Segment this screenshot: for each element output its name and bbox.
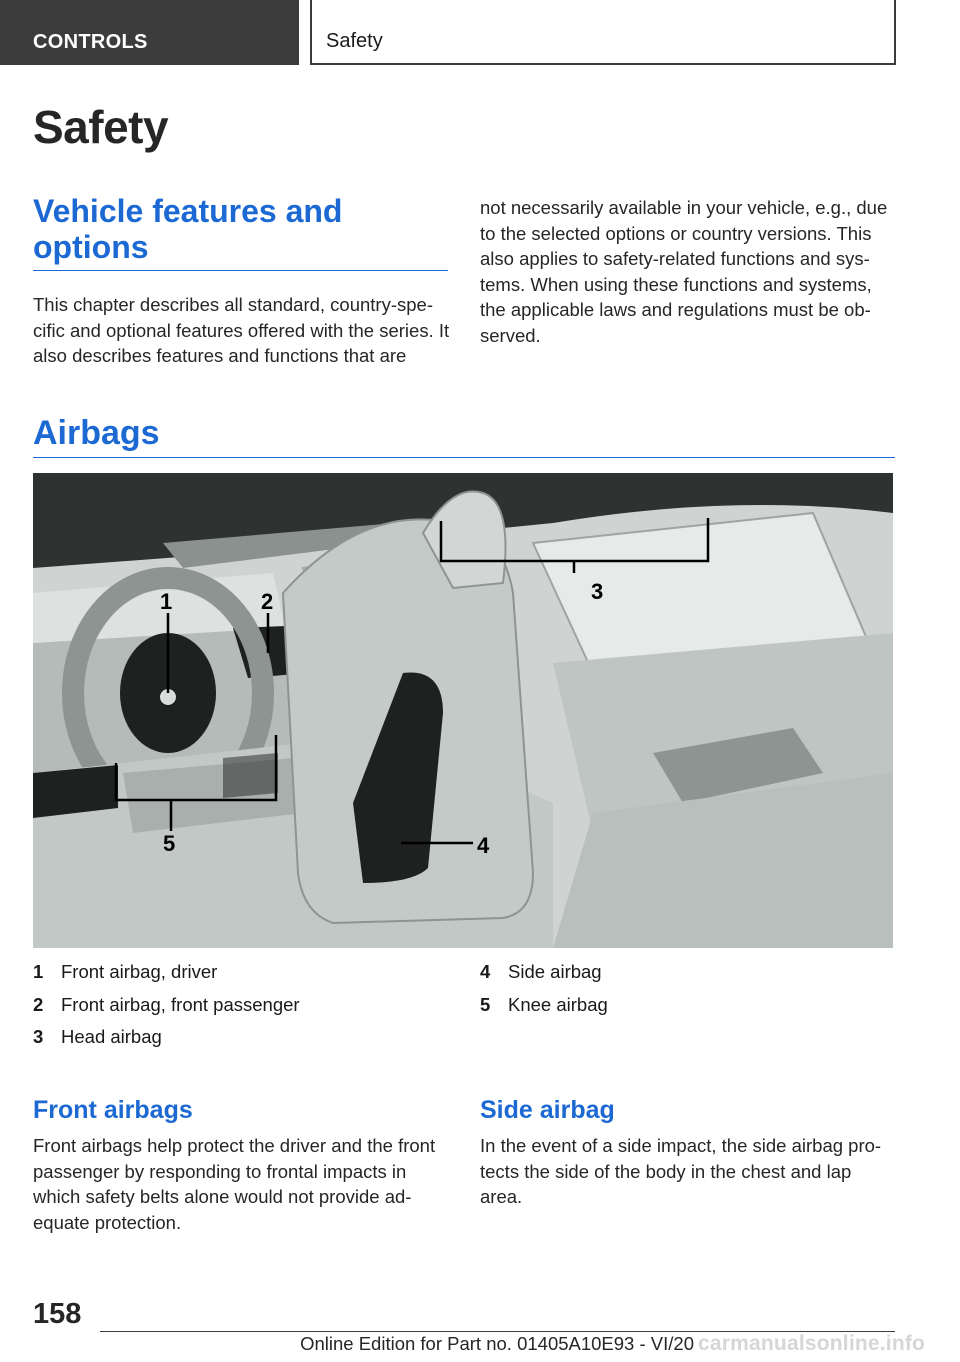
legend-item <box>33 1021 453 1054</box>
legend-item <box>33 956 453 989</box>
watermark: carmanualsonline.info <box>698 1332 926 1355</box>
front-airbags-heading: Front airbags <box>33 1096 193 1124</box>
vehicle-features-text-right: not necessarily available in your vehicle, e.g., due to the selected options or country versions. This also applies to safety-related functions and systems. When using these functions and systems, the applicable laws and regulations must be observed. <box>480 197 888 346</box>
legend-number: 1 <box>33 961 44 982</box>
legend-label: Head airbag <box>61 1026 162 1047</box>
callout-5: 5 <box>163 831 176 856</box>
airbag-legend-left <box>33 956 453 1054</box>
legend-number: 4 <box>480 961 491 982</box>
legend-number: 2 <box>33 993 44 1015</box>
callout-4: 4 <box>477 833 490 858</box>
legend-item <box>480 956 900 989</box>
header-topic-tab: Safety <box>310 0 896 65</box>
legend-number: 5 <box>480 993 491 1015</box>
legend-label: Front airbag, front passenger <box>61 993 300 1015</box>
legend-label: Front airbag, driver <box>61 961 218 982</box>
header-section-tab: CONTROLS <box>0 0 299 65</box>
airbag-locations-figure <box>33 473 893 948</box>
legend-item <box>480 989 900 1022</box>
airbags-heading: Airbags <box>33 414 160 452</box>
page-title: Safety <box>33 101 169 153</box>
callout-3: 3 <box>591 579 604 604</box>
side-airbag-text: In the event of a side impact, the side airbag protects the side of the body in the chest and lap area. <box>480 1135 882 1207</box>
callout-1: 1 <box>160 589 173 614</box>
edition-note: Online Edition for Part no. 01405A10E93 - VI/20 <box>300 1333 694 1354</box>
airbags-divider <box>33 457 895 458</box>
callout-2: 2 <box>261 589 274 614</box>
legend-number: 3 <box>33 1026 44 1047</box>
vehicle-features-text-left: This chapter describes all standard, country-specific and optional features offered with the series. It also describes features and functions that are <box>33 294 450 366</box>
legend-label: Side airbag <box>508 961 602 982</box>
vehicle-features-heading: Vehicle features and options <box>33 193 343 265</box>
page-number: 158 <box>33 1298 82 1330</box>
front-airbags-text: Front airbags help protect the driver and the front passenger by responding to frontal impacts in which safety belts alone would not provide adequate protection. <box>33 1135 436 1233</box>
car-interior-illustration <box>33 473 893 948</box>
airbag-legend-right <box>480 956 900 1021</box>
side-airbag-heading: Side airbag <box>480 1096 615 1124</box>
legend-label: Knee airbag <box>508 993 608 1015</box>
heading-divider <box>33 270 448 271</box>
legend-item <box>33 989 453 1022</box>
